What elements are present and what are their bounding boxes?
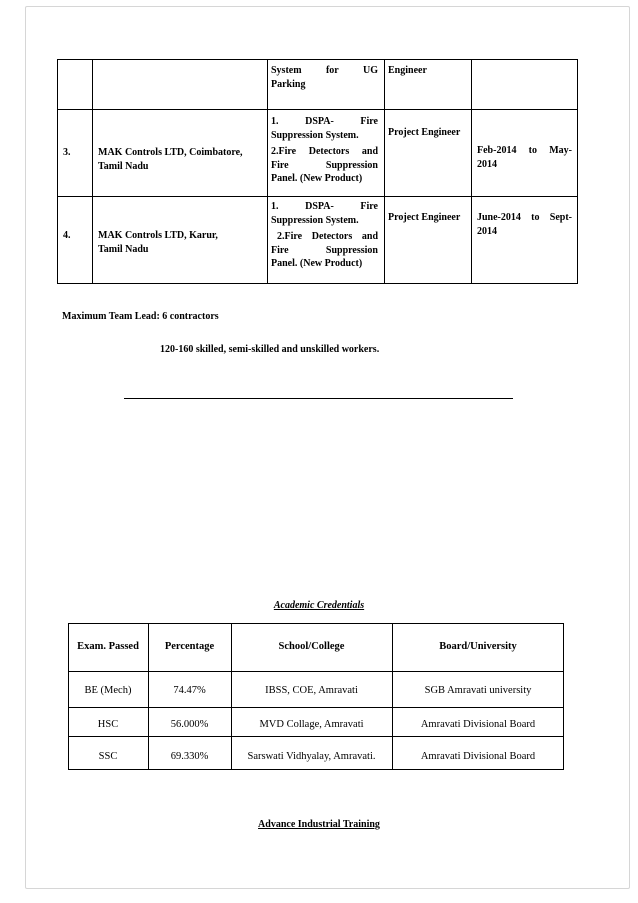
row-number: 3. <box>63 147 71 158</box>
project-text: 2.Fire Detectors and <box>277 231 378 242</box>
project-text: Panel. (New Product) <box>271 173 363 184</box>
column-header: Percentage <box>164 641 215 652</box>
column-header: Board/University <box>439 641 517 652</box>
project-text: Panel. (New Product) <box>271 258 363 269</box>
period-cell <box>477 211 572 238</box>
training-heading-text: Advance Industrial Training <box>258 819 380 830</box>
role-text: Engineer <box>388 65 427 76</box>
table-row <box>271 64 378 91</box>
table-rule <box>57 59 58 284</box>
academic-table <box>68 623 564 770</box>
table-rule <box>92 59 93 284</box>
table-rule <box>68 736 564 737</box>
table-rule <box>384 59 385 284</box>
table-cell: 56.000% <box>170 719 209 730</box>
academic-heading-text: Academic Credentials <box>273 600 365 611</box>
table-cell: IBSS, COE, Amravati <box>265 685 358 696</box>
table-rule <box>267 59 268 284</box>
table-cell: BE (Mech) <box>84 685 132 696</box>
table-rule <box>471 59 472 284</box>
project-text: 2.Fire Detectors and <box>271 146 378 157</box>
table-rule <box>57 283 578 284</box>
table-cell: HSC <box>97 719 119 730</box>
project-text: 1. DSPA- Fire <box>271 116 378 127</box>
project-text: Fire Suppression <box>271 159 378 171</box>
column-header: School/College <box>278 641 345 652</box>
company-cell <box>98 146 264 173</box>
company-text: MAK Controls LTD, Karur, <box>98 230 218 241</box>
project-cell <box>271 115 378 186</box>
project-text: Parking <box>271 78 306 90</box>
period-text: Feb-2014 to May- <box>477 145 572 156</box>
table-cell: Amravati Divisional Board <box>420 719 536 730</box>
period-text: June-2014 to Sept- <box>477 212 572 223</box>
period-cell <box>477 144 572 171</box>
table-cell: SGB Amravati university <box>424 685 532 696</box>
table-rule <box>57 196 578 197</box>
table-rule <box>57 59 578 60</box>
company-text: MAK Controls LTD, Coimbatore, <box>98 147 243 158</box>
table-rule <box>57 109 578 110</box>
row-number: 4. <box>63 230 71 241</box>
section-divider <box>124 398 513 399</box>
company-text: Tamil Nadu <box>98 243 149 255</box>
project-text: Fire Suppression <box>271 244 378 256</box>
table-rule <box>68 623 564 624</box>
table-rule <box>68 671 564 672</box>
table-cell: Amravati Divisional Board <box>420 751 536 762</box>
training-heading <box>0 818 638 832</box>
period-text: 2014 <box>477 225 497 237</box>
table-cell: 69.330% <box>170 751 209 762</box>
experience-table <box>57 59 578 284</box>
table-cell: MVD Collage, Amravati <box>259 719 364 730</box>
workers-text: 120-160 skilled, semi-skilled and unskilled workers. <box>160 344 380 355</box>
company-text: Tamil Nadu <box>98 160 149 172</box>
column-header: Exam. Passed <box>77 641 139 652</box>
table-cell: SSC <box>98 751 118 762</box>
team-lead-text: Maximum Team Lead: 6 contractors <box>62 311 219 322</box>
project-text: System for UG <box>271 65 378 76</box>
project-text: 1. DSPA- Fire <box>271 201 378 212</box>
table-rule <box>68 769 564 770</box>
project-text: Suppression System. <box>271 129 359 141</box>
role-text: Project Engineer <box>388 127 461 138</box>
project-text: Suppression System. <box>271 214 359 226</box>
table-rule <box>68 707 564 708</box>
table-rule <box>577 59 578 284</box>
project-cell <box>271 200 378 271</box>
role-text: Project Engineer <box>388 212 461 223</box>
table-cell: 74.47% <box>173 685 206 696</box>
period-text: 2014 <box>477 158 497 170</box>
academic-heading <box>0 599 638 613</box>
company-cell <box>98 229 264 256</box>
table-cell: Sarswati Vidhyalay, Amravati. <box>247 751 376 762</box>
